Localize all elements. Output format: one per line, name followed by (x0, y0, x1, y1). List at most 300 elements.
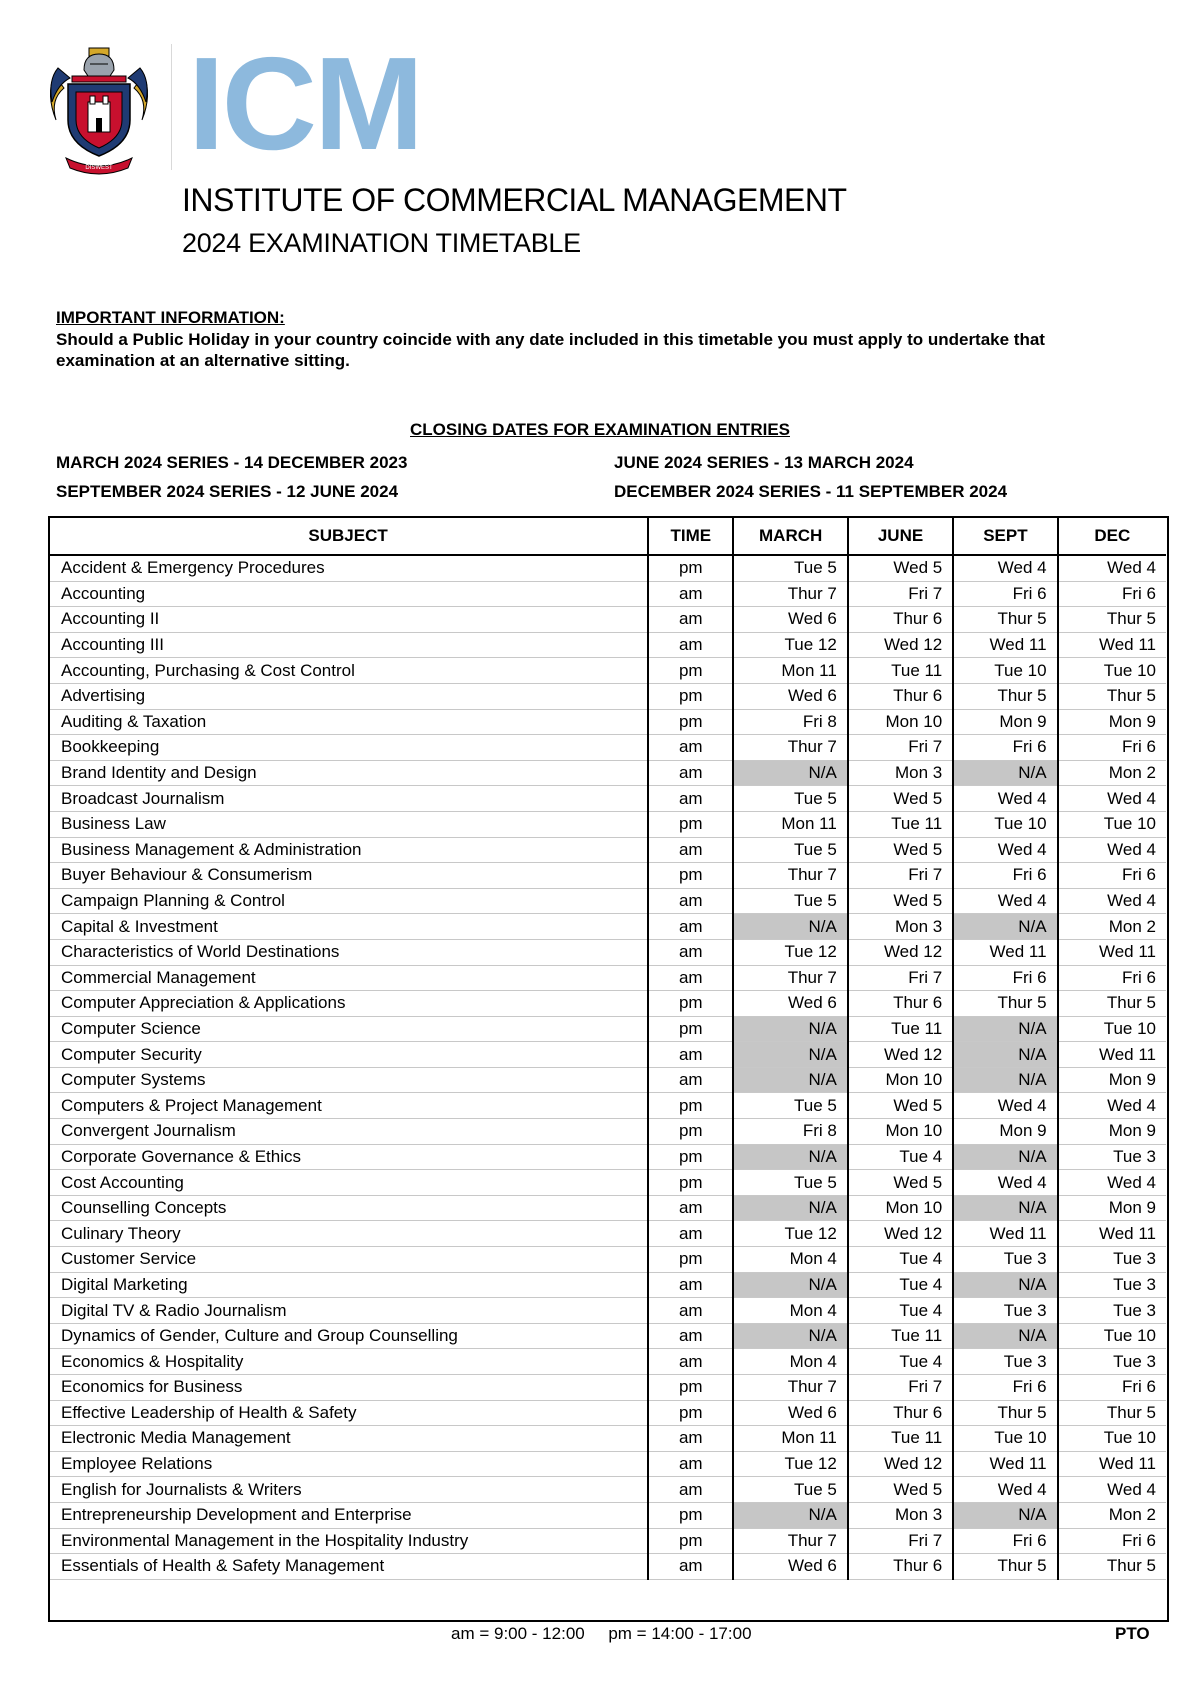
cell-sept: N/A (953, 1144, 1057, 1170)
cell-march: N/A (733, 1016, 847, 1042)
cell-march: Mon 4 (733, 1298, 847, 1324)
cell-sept: N/A (953, 1067, 1057, 1093)
cell-time: pm (648, 658, 733, 684)
info-heading: IMPORTANT INFORMATION: (56, 308, 285, 327)
cell-subject: Entrepreneurship Development and Enterprise (49, 1502, 648, 1528)
cell-march: Thur 7 (733, 863, 847, 889)
table-row (49, 1067, 1166, 1093)
col-header-june: JUNE (848, 518, 953, 555)
cell-sept: Thur 5 (953, 607, 1057, 633)
cell-june: Mon 10 (848, 709, 953, 735)
cell-june: Tue 4 (848, 1298, 953, 1324)
cell-time: pm (648, 1170, 733, 1196)
table-row (49, 1426, 1166, 1452)
table-row (49, 888, 1166, 914)
cell-time: am (648, 1298, 733, 1324)
cell-june: Wed 5 (848, 555, 953, 581)
cell-june: Wed 5 (848, 837, 953, 863)
cell-time: am (648, 1323, 733, 1349)
cell-subject: Convergent Journalism (49, 1119, 648, 1145)
cell-subject: Computer Science (49, 1016, 648, 1042)
cell-march: Mon 11 (733, 1426, 847, 1452)
cell-time: pm (648, 991, 733, 1017)
cell-sept: Mon 9 (953, 709, 1057, 735)
cell-dec: Tue 3 (1058, 1247, 1166, 1273)
cell-time: am (648, 786, 733, 812)
cell-dec: Tue 3 (1058, 1349, 1166, 1375)
footer-pto: PTO (1115, 1624, 1150, 1643)
cell-time: pm (648, 1093, 733, 1119)
cell-subject: Computer Appreciation & Applications (49, 991, 648, 1017)
cell-dec: Tue 10 (1058, 1323, 1166, 1349)
cell-subject: Computers & Project Management (49, 1093, 648, 1119)
cell-june: Mon 3 (848, 914, 953, 940)
table-row (49, 607, 1166, 633)
cell-dec: Tue 3 (1058, 1298, 1166, 1324)
cell-dec: Fri 6 (1058, 581, 1166, 607)
cell-march: Mon 11 (733, 658, 847, 684)
table-row (49, 837, 1166, 863)
cell-time: am (648, 760, 733, 786)
cell-dec: Wed 4 (1058, 1170, 1166, 1196)
cell-subject: Campaign Planning & Control (49, 888, 648, 914)
cell-subject: Bookkeeping (49, 735, 648, 761)
cell-march: Wed 6 (733, 683, 847, 709)
cell-sept: Wed 11 (953, 939, 1057, 965)
cell-time: am (648, 581, 733, 607)
cell-dec: Wed 11 (1058, 1042, 1166, 1068)
cell-subject: Employee Relations (49, 1451, 648, 1477)
cell-subject: Effective Leadership of Health & Safety (49, 1400, 648, 1426)
cell-subject: Essentials of Health & Safety Management (49, 1554, 648, 1580)
cell-june: Tue 11 (848, 1426, 953, 1452)
cell-time: am (648, 1195, 733, 1221)
table-row (49, 1170, 1166, 1196)
cell-dec: Thur 5 (1058, 683, 1166, 709)
cell-sept: Fri 6 (953, 863, 1057, 889)
table-row (49, 1323, 1166, 1349)
cell-sept: Wed 4 (953, 837, 1057, 863)
cell-june: Wed 5 (848, 1477, 953, 1503)
cell-time: am (648, 914, 733, 940)
cell-time: pm (648, 683, 733, 709)
cell-time: pm (648, 1016, 733, 1042)
cell-june: Thur 6 (848, 607, 953, 633)
table-row (49, 683, 1166, 709)
cell-time: am (648, 607, 733, 633)
cell-march: N/A (733, 1195, 847, 1221)
table-row (49, 1247, 1166, 1273)
cell-june: Tue 11 (848, 811, 953, 837)
cell-dec: Fri 6 (1058, 863, 1166, 889)
cell-march: Thur 7 (733, 965, 847, 991)
cell-march: Thur 7 (733, 1375, 847, 1401)
cell-time: am (648, 1426, 733, 1452)
cell-sept: N/A (953, 1016, 1057, 1042)
cell-sept: Wed 4 (953, 1093, 1057, 1119)
table-row (49, 1272, 1166, 1298)
cell-subject: Characteristics of World Destinations (49, 939, 648, 965)
cell-time: pm (648, 555, 733, 581)
cell-subject: Cost Accounting (49, 1170, 648, 1196)
cell-june: Wed 12 (848, 939, 953, 965)
table-row (49, 1554, 1166, 1580)
cell-june: Thur 6 (848, 683, 953, 709)
closing-december: DECEMBER 2024 SERIES - 11 SEPTEMBER 2024 (614, 482, 1008, 501)
cell-march: Tue 5 (733, 1093, 847, 1119)
cell-dec: Mon 2 (1058, 914, 1166, 940)
cell-march: N/A (733, 1502, 847, 1528)
cell-time: am (648, 1349, 733, 1375)
cell-time: am (648, 939, 733, 965)
cell-march: Wed 6 (733, 1554, 847, 1580)
cell-dec: Tue 3 (1058, 1144, 1166, 1170)
cell-march: Tue 12 (733, 632, 847, 658)
crest-logo (44, 40, 154, 175)
table-row (49, 1528, 1166, 1554)
cell-dec: Fri 6 (1058, 1528, 1166, 1554)
cell-sept: Tue 3 (953, 1349, 1057, 1375)
cell-time: pm (648, 1247, 733, 1273)
closing-september: SEPTEMBER 2024 SERIES - 12 JUNE 2024 (56, 482, 399, 501)
closing-june: JUNE 2024 SERIES - 13 MARCH 2024 (614, 453, 914, 472)
cell-sept: Tue 10 (953, 811, 1057, 837)
cell-subject: Broadcast Journalism (49, 786, 648, 812)
cell-sept: Fri 6 (953, 735, 1057, 761)
cell-june: Tue 4 (848, 1144, 953, 1170)
cell-june: Mon 3 (848, 760, 953, 786)
cell-dec: Fri 6 (1058, 1375, 1166, 1401)
cell-march: Wed 6 (733, 607, 847, 633)
cell-subject: Digital TV & Radio Journalism (49, 1298, 648, 1324)
cell-subject: Culinary Theory (49, 1221, 648, 1247)
cell-sept: Tue 10 (953, 1426, 1057, 1452)
cell-time: am (648, 1451, 733, 1477)
table-row (49, 811, 1166, 837)
logo-divider (171, 44, 172, 170)
cell-sept: Fri 6 (953, 581, 1057, 607)
cell-time: am (648, 965, 733, 991)
cell-march: Thur 7 (733, 1528, 847, 1554)
cell-subject: Capital & Investment (49, 914, 648, 940)
cell-june: Thur 6 (848, 1400, 953, 1426)
table-row (49, 1298, 1166, 1324)
cell-dec: Tue 10 (1058, 1426, 1166, 1452)
cell-dec: Mon 9 (1058, 1195, 1166, 1221)
cell-march: Tue 12 (733, 939, 847, 965)
cell-time: am (648, 1221, 733, 1247)
cell-subject: Accounting (49, 581, 648, 607)
cell-june: Mon 10 (848, 1119, 953, 1145)
cell-june: Tue 4 (848, 1349, 953, 1375)
table-row (49, 632, 1166, 658)
cell-time: pm (648, 1400, 733, 1426)
cell-dec: Mon 9 (1058, 1067, 1166, 1093)
cell-dec: Wed 4 (1058, 1477, 1166, 1503)
cell-march: N/A (733, 1144, 847, 1170)
cell-time: am (648, 1042, 733, 1068)
cell-june: Fri 7 (848, 1375, 953, 1401)
cell-march: Fri 8 (733, 1119, 847, 1145)
page-title: INSTITUTE OF COMMERCIAL MANAGEMENT (182, 182, 847, 218)
table-row (49, 863, 1166, 889)
cell-sept: Tue 3 (953, 1247, 1057, 1273)
cell-june: Tue 11 (848, 658, 953, 684)
col-header-march: MARCH (733, 518, 847, 555)
cell-subject: Counselling Concepts (49, 1195, 648, 1221)
table-row (49, 1375, 1166, 1401)
cell-subject: Buyer Behaviour & Consumerism (49, 863, 648, 889)
cell-subject: Electronic Media Management (49, 1426, 648, 1452)
table-row (49, 735, 1166, 761)
cell-time: am (648, 1554, 733, 1580)
cell-subject: Business Law (49, 811, 648, 837)
cell-june: Tue 4 (848, 1247, 953, 1273)
page-subtitle: 2024 EXAMINATION TIMETABLE (182, 228, 581, 258)
cell-sept: Fri 6 (953, 1375, 1057, 1401)
table-row (49, 939, 1166, 965)
cell-time: pm (648, 1144, 733, 1170)
cell-subject: Advertising (49, 683, 648, 709)
cell-time: pm (648, 1502, 733, 1528)
cell-june: Wed 5 (848, 888, 953, 914)
cell-dec: Mon 2 (1058, 1502, 1166, 1528)
cell-june: Wed 12 (848, 1042, 953, 1068)
cell-sept: Wed 4 (953, 1170, 1057, 1196)
table-row (49, 709, 1166, 735)
cell-march: Tue 5 (733, 1477, 847, 1503)
cell-june: Tue 11 (848, 1323, 953, 1349)
cell-march: N/A (733, 1323, 847, 1349)
cell-june: Thur 6 (848, 1554, 953, 1580)
cell-june: Mon 10 (848, 1195, 953, 1221)
table-row (49, 1119, 1166, 1145)
cell-june: Fri 7 (848, 965, 953, 991)
cell-june: Mon 10 (848, 1067, 953, 1093)
cell-time: am (648, 1067, 733, 1093)
cell-subject: Economics & Hospitality (49, 1349, 648, 1375)
cell-march: Tue 5 (733, 786, 847, 812)
cell-time: pm (648, 709, 733, 735)
cell-sept: N/A (953, 1272, 1057, 1298)
cell-subject: Customer Service (49, 1247, 648, 1273)
table-row (49, 1093, 1166, 1119)
cell-dec: Tue 10 (1058, 658, 1166, 684)
table-row (49, 1477, 1166, 1503)
cell-dec: Wed 4 (1058, 1093, 1166, 1119)
cell-june: Mon 3 (848, 1502, 953, 1528)
table-row (49, 581, 1166, 607)
cell-march: Tue 5 (733, 555, 847, 581)
cell-subject: Accounting II (49, 607, 648, 633)
cell-subject: Auditing & Taxation (49, 709, 648, 735)
cell-dec: Wed 11 (1058, 632, 1166, 658)
closing-dates-heading: CLOSING DATES FOR EXAMINATION ENTRIES (410, 420, 790, 439)
col-header-dec: DEC (1058, 518, 1166, 555)
cell-march: N/A (733, 1067, 847, 1093)
cell-sept: Thur 5 (953, 1554, 1057, 1580)
cell-time: pm (648, 1119, 733, 1145)
cell-sept: N/A (953, 1195, 1057, 1221)
cell-march: Mon 11 (733, 811, 847, 837)
cell-dec: Fri 6 (1058, 735, 1166, 761)
cell-subject: Commercial Management (49, 965, 648, 991)
table-body (49, 555, 1166, 1579)
cell-subject: Digital Marketing (49, 1272, 648, 1298)
col-header-subject: SUBJECT (49, 518, 648, 555)
cell-june: Fri 7 (848, 735, 953, 761)
closing-march: MARCH 2024 SERIES - 14 DECEMBER 2023 (56, 453, 408, 472)
cell-time: pm (648, 863, 733, 889)
cell-sept: Fri 6 (953, 965, 1057, 991)
cell-sept: N/A (953, 1323, 1057, 1349)
cell-sept: Tue 10 (953, 658, 1057, 684)
cell-sept: Wed 11 (953, 632, 1057, 658)
cell-june: Fri 7 (848, 863, 953, 889)
table-row (49, 1502, 1166, 1528)
table-row (49, 760, 1166, 786)
table-row (49, 1144, 1166, 1170)
cell-june: Tue 11 (848, 1016, 953, 1042)
table-row (49, 786, 1166, 812)
cell-time: am (648, 837, 733, 863)
table-row (49, 555, 1166, 581)
cell-dec: Wed 4 (1058, 888, 1166, 914)
cell-sept: Fri 6 (953, 1528, 1057, 1554)
icm-logo-text: ICM (188, 30, 421, 177)
cell-march: Mon 4 (733, 1349, 847, 1375)
cell-march: Fri 8 (733, 709, 847, 735)
cell-subject: Computer Security (49, 1042, 648, 1068)
cell-march: Wed 6 (733, 991, 847, 1017)
cell-dec: Tue 10 (1058, 811, 1166, 837)
cell-sept: Thur 5 (953, 1400, 1057, 1426)
cell-march: Tue 5 (733, 1170, 847, 1196)
cell-time: am (648, 1272, 733, 1298)
cell-june: Wed 12 (848, 632, 953, 658)
cell-dec: Thur 5 (1058, 1400, 1166, 1426)
table-row (49, 991, 1166, 1017)
cell-sept: N/A (953, 760, 1057, 786)
cell-march: Tue 12 (733, 1221, 847, 1247)
cell-dec: Wed 4 (1058, 786, 1166, 812)
cell-dec: Thur 5 (1058, 991, 1166, 1017)
cell-time: pm (648, 1375, 733, 1401)
cell-march: N/A (733, 1272, 847, 1298)
cell-subject: Accounting, Purchasing & Cost Control (49, 658, 648, 684)
cell-june: Wed 5 (848, 1170, 953, 1196)
cell-subject: Brand Identity and Design (49, 760, 648, 786)
cell-sept: Wed 4 (953, 555, 1057, 581)
cell-june: Wed 5 (848, 786, 953, 812)
crest-motto: DISWEST (85, 165, 113, 171)
cell-sept: N/A (953, 1042, 1057, 1068)
table-header-row (49, 518, 1166, 555)
cell-time: am (648, 1477, 733, 1503)
table-row (49, 658, 1166, 684)
cell-subject: Accident & Emergency Procedures (49, 555, 648, 581)
cell-subject: Corporate Governance & Ethics (49, 1144, 648, 1170)
cell-sept: Wed 4 (953, 1477, 1057, 1503)
table-row (49, 1195, 1166, 1221)
cell-june: Wed 12 (848, 1221, 953, 1247)
cell-sept: N/A (953, 1502, 1057, 1528)
cell-time: pm (648, 811, 733, 837)
cell-dec: Tue 10 (1058, 1016, 1166, 1042)
cell-march: Wed 6 (733, 1400, 847, 1426)
cell-time: am (648, 888, 733, 914)
table-row (49, 965, 1166, 991)
cell-march: Tue 5 (733, 888, 847, 914)
cell-dec: Fri 6 (1058, 965, 1166, 991)
cell-time: am (648, 632, 733, 658)
cell-june: Thur 6 (848, 991, 953, 1017)
cell-time: pm (648, 1528, 733, 1554)
cell-dec: Tue 3 (1058, 1272, 1166, 1298)
cell-march: Thur 7 (733, 581, 847, 607)
cell-june: Fri 7 (848, 581, 953, 607)
cell-june: Tue 4 (848, 1272, 953, 1298)
cell-dec: Thur 5 (1058, 1554, 1166, 1580)
cell-sept: Wed 11 (953, 1451, 1057, 1477)
cell-sept: N/A (953, 914, 1057, 940)
cell-march: N/A (733, 760, 847, 786)
exam-timetable (49, 518, 1166, 1580)
cell-june: Fri 7 (848, 1528, 953, 1554)
cell-march: N/A (733, 914, 847, 940)
table-row (49, 1451, 1166, 1477)
cell-dec: Wed 4 (1058, 555, 1166, 581)
cell-sept: Thur 5 (953, 683, 1057, 709)
cell-subject: Accounting III (49, 632, 648, 658)
cell-sept: Thur 5 (953, 991, 1057, 1017)
cell-dec: Wed 11 (1058, 939, 1166, 965)
col-header-sept: SEPT (953, 518, 1057, 555)
table-row (49, 1349, 1166, 1375)
info-text: Should a Public Holiday in your country coincide with any date included in this timetable you must apply to undertake that examination at an alternative sitting. (56, 330, 1045, 370)
cell-dec: Wed 11 (1058, 1221, 1166, 1247)
cell-subject: Computer Systems (49, 1067, 648, 1093)
cell-sept: Mon 9 (953, 1119, 1057, 1145)
cell-march: N/A (733, 1042, 847, 1068)
cell-subject: Economics for Business (49, 1375, 648, 1401)
cell-dec: Thur 5 (1058, 607, 1166, 633)
cell-dec: Wed 11 (1058, 1451, 1166, 1477)
cell-march: Thur 7 (733, 735, 847, 761)
cell-march: Tue 5 (733, 837, 847, 863)
cell-june: Wed 5 (848, 1093, 953, 1119)
table-row (49, 1016, 1166, 1042)
cell-subject: Environmental Management in the Hospitality Industry (49, 1528, 648, 1554)
col-header-time: TIME (648, 518, 733, 555)
table-row (49, 1042, 1166, 1068)
cell-sept: Wed 4 (953, 786, 1057, 812)
table-row (49, 1221, 1166, 1247)
cell-time: am (648, 735, 733, 761)
cell-subject: Dynamics of Gender, Culture and Group Counselling (49, 1323, 648, 1349)
cell-sept: Wed 11 (953, 1221, 1057, 1247)
table-row (49, 1400, 1166, 1426)
cell-dec: Mon 9 (1058, 709, 1166, 735)
footer-session-times: am = 9:00 - 12:00 pm = 14:00 - 17:00 (451, 1624, 752, 1643)
cell-dec: Mon 9 (1058, 1119, 1166, 1145)
table-row (49, 914, 1166, 940)
cell-march: Tue 12 (733, 1451, 847, 1477)
cell-subject: English for Journalists & Writers (49, 1477, 648, 1503)
cell-subject: Business Management & Administration (49, 837, 648, 863)
cell-sept: Wed 4 (953, 888, 1057, 914)
cell-dec: Mon 2 (1058, 760, 1166, 786)
